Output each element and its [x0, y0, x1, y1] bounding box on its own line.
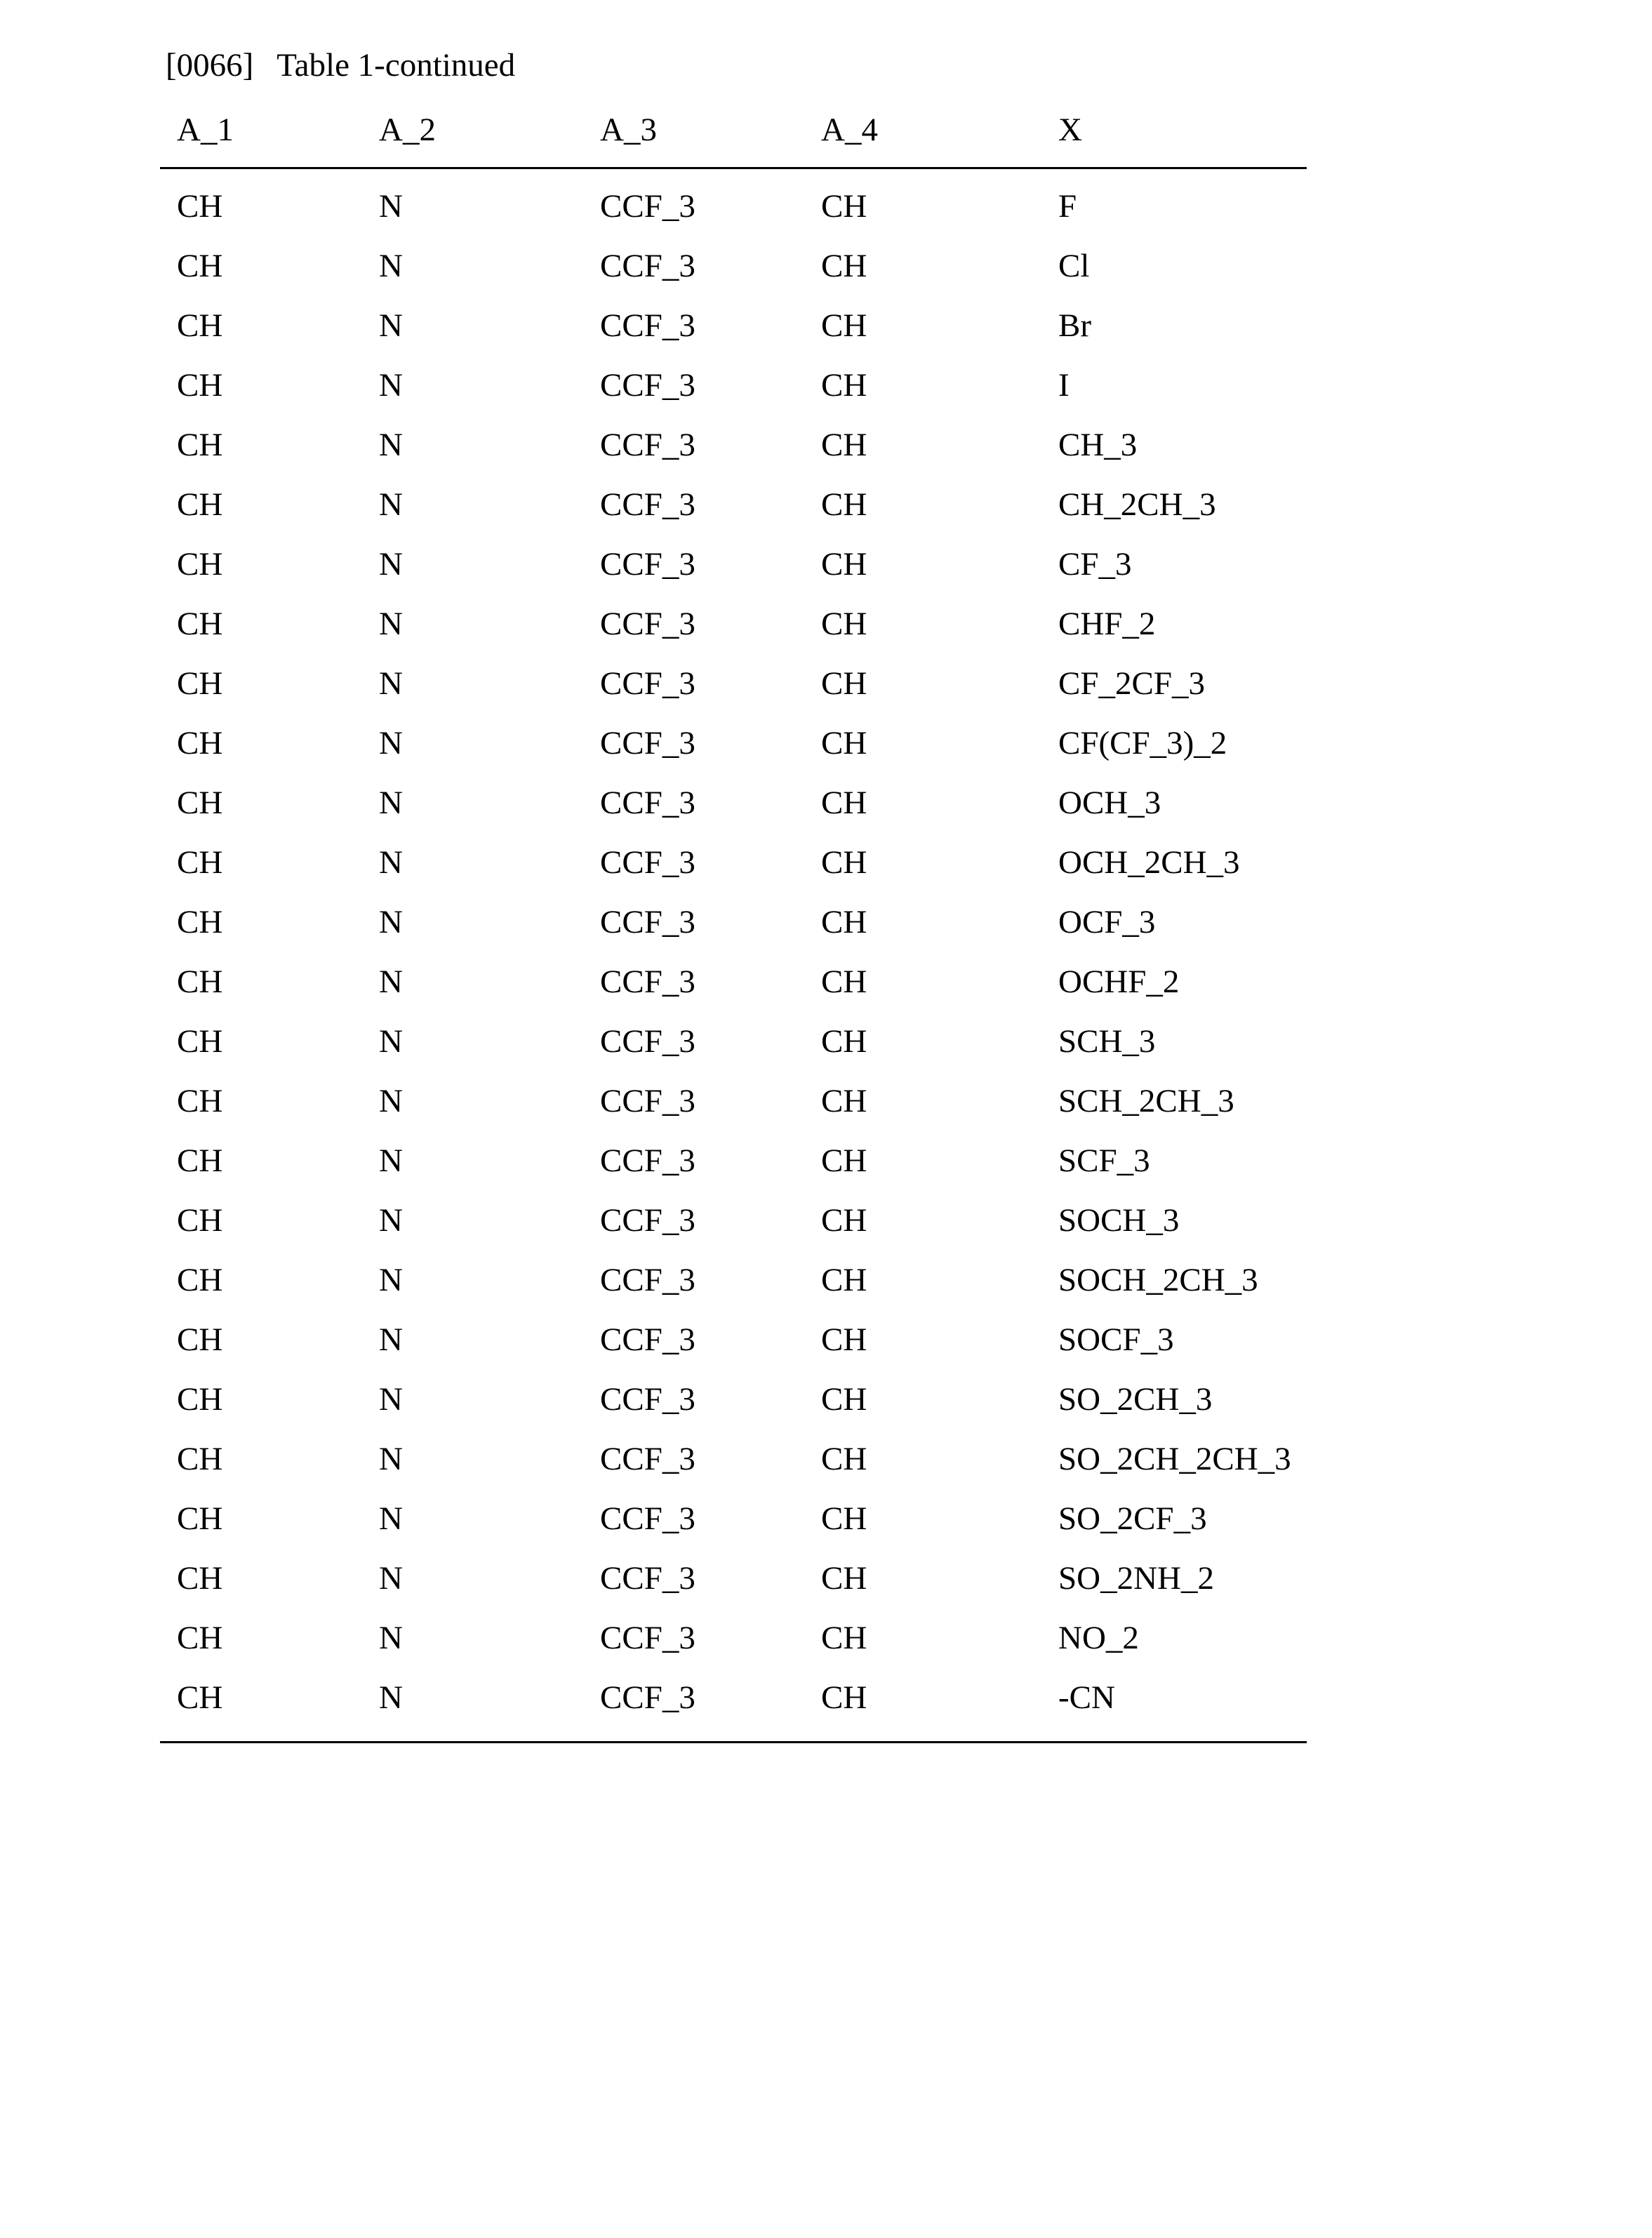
table-cell: CH	[177, 1261, 222, 1299]
paragraph-number: [0066]	[166, 47, 253, 84]
table-cell: CCF_3	[600, 1201, 695, 1239]
table-title: Table 1-continued	[277, 47, 515, 84]
table-cell: CH	[821, 307, 867, 345]
table-cell: CCF_3	[600, 903, 695, 941]
table-row	[160, 599, 1307, 659]
table-cell: CH	[821, 1679, 867, 1717]
table-cell: CCF_3	[600, 605, 695, 643]
table-row	[160, 1255, 1307, 1315]
table-cell: CH	[821, 1500, 867, 1538]
table-cell: CH	[821, 366, 867, 404]
table-cell: N	[379, 366, 403, 404]
table-row	[160, 1196, 1307, 1255]
table-cell: CCF_3	[600, 307, 695, 345]
table-cell: CH	[177, 1679, 222, 1717]
table-cell: CH	[821, 724, 867, 762]
table-cell: CH	[177, 1619, 222, 1657]
table-cell: F	[1058, 187, 1077, 225]
table-row	[160, 1613, 1307, 1673]
column-header: A_2	[379, 111, 436, 149]
table-cell: CH	[177, 844, 222, 881]
table-row	[160, 1136, 1307, 1196]
table-cell: CH	[821, 1559, 867, 1597]
table-cell: CCF_3	[600, 844, 695, 881]
table-cell: CCF_3	[600, 247, 695, 285]
table-cell: CH	[177, 1380, 222, 1418]
table-cell: CF_2CF_3	[1058, 665, 1205, 702]
table-cell: CCF_3	[600, 1023, 695, 1060]
table-cell: CH	[821, 784, 867, 822]
table-cell: CH	[821, 1619, 867, 1657]
table-cell: CH	[177, 187, 222, 225]
table-cell: CH	[177, 486, 222, 524]
table-cell: N	[379, 187, 403, 225]
table-row	[160, 1017, 1307, 1077]
table-cell: CCF_3	[600, 426, 695, 464]
table-cell: CH	[821, 665, 867, 702]
table-cell: SO_2NH_2	[1058, 1559, 1214, 1597]
table-cell: CCF_3	[600, 1142, 695, 1180]
table-cell: Cl	[1058, 247, 1089, 285]
table-cell: CHF_2	[1058, 605, 1155, 643]
table-cell: SOCF_3	[1058, 1321, 1174, 1359]
table-cell: CF(CF_3)_2	[1058, 724, 1227, 762]
table-caption	[166, 46, 515, 84]
table-row	[160, 361, 1307, 420]
table-body	[160, 169, 1307, 1743]
table-cell: CH	[821, 1142, 867, 1180]
table-cell: CH	[177, 1142, 222, 1180]
table-cell: CH	[821, 1023, 867, 1060]
table-cell: OCH_2CH_3	[1058, 844, 1240, 881]
table-cell: OCF_3	[1058, 903, 1155, 941]
data-table	[160, 105, 1307, 1743]
table-cell: CCF_3	[600, 1321, 695, 1359]
table-cell: CCF_3	[600, 963, 695, 1001]
column-header: A_4	[821, 111, 878, 149]
table-cell: SCF_3	[1058, 1142, 1150, 1180]
table-row	[160, 1434, 1307, 1494]
table-cell: CH	[821, 605, 867, 643]
table-cell: CCF_3	[600, 1679, 695, 1717]
table-cell: CCF_3	[600, 366, 695, 404]
table-cell: CCF_3	[600, 1261, 695, 1299]
table-cell: CCF_3	[600, 724, 695, 762]
table-row	[160, 778, 1307, 838]
table-cell: CCF_3	[600, 187, 695, 225]
table-cell: CCF_3	[600, 784, 695, 822]
table-cell: CH	[177, 307, 222, 345]
table-cell: CH	[177, 545, 222, 583]
table-cell: CCF_3	[600, 486, 695, 524]
table-cell: CH	[821, 903, 867, 941]
table-cell: N	[379, 1440, 403, 1478]
table-cell: CH	[177, 784, 222, 822]
table-cell: SOCH_2CH_3	[1058, 1261, 1258, 1299]
table-cell: CH	[821, 486, 867, 524]
table-cell: N	[379, 1082, 403, 1120]
table-row	[160, 420, 1307, 480]
table-cell: N	[379, 426, 403, 464]
table-cell: SCH_2CH_3	[1058, 1082, 1234, 1120]
table-cell: CCF_3	[600, 1082, 695, 1120]
table-cell: N	[379, 963, 403, 1001]
table-cell: N	[379, 1201, 403, 1239]
table-cell: CH	[177, 1559, 222, 1597]
table-cell: SCH_3	[1058, 1023, 1155, 1060]
table-cell: CH	[821, 1380, 867, 1418]
table-cell: N	[379, 1619, 403, 1657]
table-row	[160, 1077, 1307, 1136]
table-cell: -CN	[1058, 1679, 1115, 1717]
table-row	[160, 1494, 1307, 1554]
table-cell: N	[379, 784, 403, 822]
table-cell: Br	[1058, 307, 1091, 345]
table-cell: CH_2CH_3	[1058, 486, 1216, 524]
table-cell: N	[379, 844, 403, 881]
table-cell: N	[379, 1559, 403, 1597]
table-cell: CH	[177, 1023, 222, 1060]
table-cell: CH	[821, 844, 867, 881]
table-cell: CH	[177, 1440, 222, 1478]
table-cell: CH	[177, 903, 222, 941]
column-header: A_1	[177, 111, 234, 149]
table-cell: SOCH_3	[1058, 1201, 1179, 1239]
table-cell: N	[379, 1500, 403, 1538]
table-cell: CH	[177, 724, 222, 762]
table-cell: N	[379, 1261, 403, 1299]
table-cell: CCF_3	[600, 665, 695, 702]
table-cell: CH	[177, 963, 222, 1001]
table-cell: CH	[177, 1321, 222, 1359]
table-cell: N	[379, 247, 403, 285]
table-cell: N	[379, 1023, 403, 1060]
table-row	[160, 540, 1307, 599]
table-cell: SO_2CH_2CH_3	[1058, 1440, 1291, 1478]
table-cell: CH	[177, 426, 222, 464]
table-cell: CH_3	[1058, 426, 1137, 464]
table-cell: N	[379, 307, 403, 345]
table-row	[160, 1554, 1307, 1613]
table-cell: SO_2CF_3	[1058, 1500, 1207, 1538]
table-cell: CCF_3	[600, 1500, 695, 1538]
table-cell: CH	[177, 1082, 222, 1120]
table-cell: N	[379, 1380, 403, 1418]
table-row	[160, 301, 1307, 361]
table-cell: CH	[177, 1500, 222, 1538]
table-cell: CF_3	[1058, 545, 1132, 583]
table-cell: CH	[821, 187, 867, 225]
table-cell: CH	[177, 605, 222, 643]
table-row	[160, 838, 1307, 898]
table-cell: N	[379, 1321, 403, 1359]
table-cell: CH	[821, 426, 867, 464]
table-cell: CH	[821, 1321, 867, 1359]
table-cell: CCF_3	[600, 1559, 695, 1597]
table-cell: CCF_3	[600, 545, 695, 583]
table-cell: CH	[821, 1261, 867, 1299]
table-header-row	[160, 105, 1307, 169]
table-cell: N	[379, 1679, 403, 1717]
table-cell: CH	[821, 963, 867, 1001]
table-cell: NO_2	[1058, 1619, 1139, 1657]
table-row	[160, 898, 1307, 957]
table-cell: N	[379, 724, 403, 762]
table-cell: CH	[177, 366, 222, 404]
table-cell: OCH_3	[1058, 784, 1161, 822]
table-cell: CH	[821, 545, 867, 583]
table-cell: CCF_3	[600, 1440, 695, 1478]
table-row	[160, 719, 1307, 778]
table-cell: N	[379, 1142, 403, 1180]
table-cell: CH	[821, 1440, 867, 1478]
table-row	[160, 957, 1307, 1017]
table-cell: CH	[177, 247, 222, 285]
table-row	[160, 1315, 1307, 1375]
table-row	[160, 659, 1307, 719]
table-cell: CCF_3	[600, 1380, 695, 1418]
table-cell: CH	[177, 1201, 222, 1239]
table-cell: N	[379, 486, 403, 524]
table-cell: CH	[177, 665, 222, 702]
table-cell: CH	[821, 1201, 867, 1239]
table-row	[160, 480, 1307, 540]
table-cell: SO_2CH_3	[1058, 1380, 1212, 1418]
table-row	[160, 1673, 1307, 1733]
table-cell: N	[379, 665, 403, 702]
table-row	[160, 241, 1307, 301]
table-cell: N	[379, 545, 403, 583]
table-cell: I	[1058, 366, 1070, 404]
column-header: A_3	[600, 111, 657, 149]
table-cell: CH	[821, 1082, 867, 1120]
table-cell: CH	[821, 247, 867, 285]
table-cell: N	[379, 903, 403, 941]
column-header: X	[1058, 111, 1082, 149]
table-row	[160, 1375, 1307, 1434]
table-row	[160, 182, 1307, 241]
table-cell: N	[379, 605, 403, 643]
table-cell: OCHF_2	[1058, 963, 1179, 1001]
table-cell: CCF_3	[600, 1619, 695, 1657]
